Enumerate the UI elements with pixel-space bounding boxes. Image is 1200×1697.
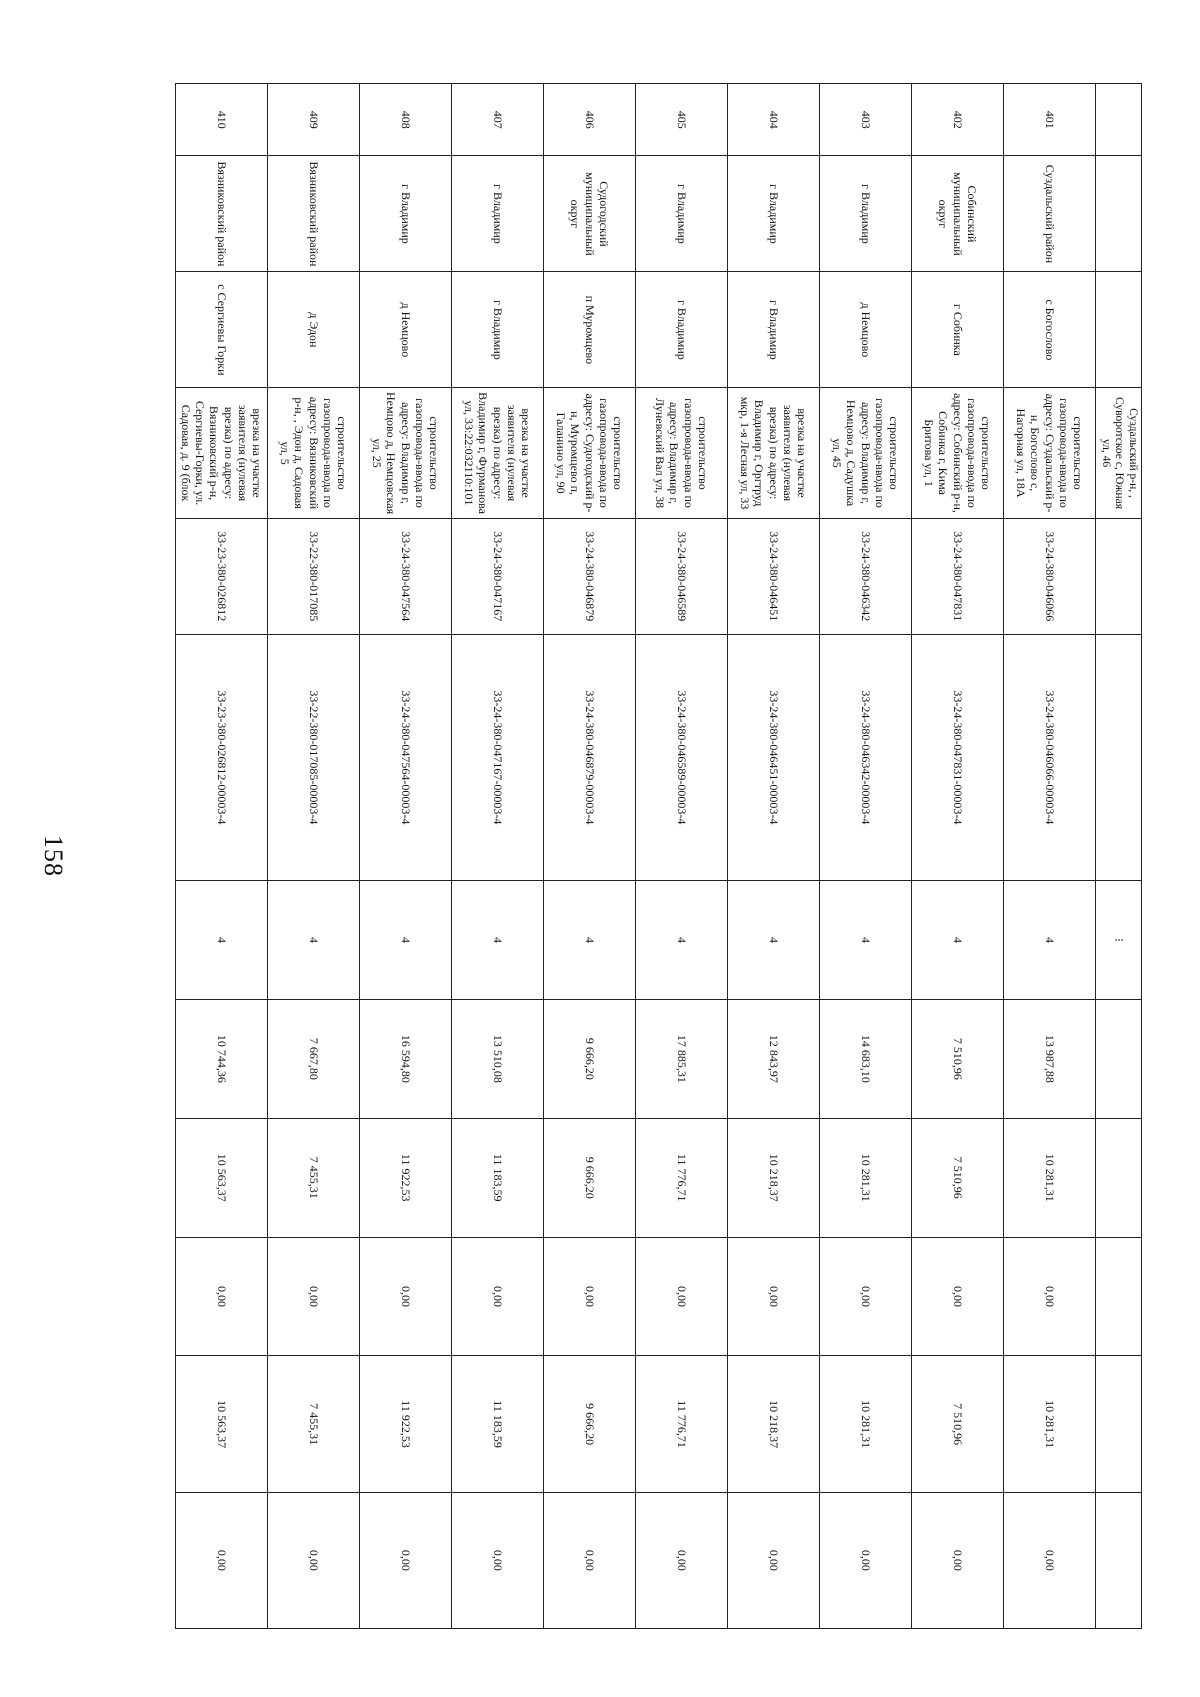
application-number-cell: 33-22-380-017085-00003-4 xyxy=(268,634,360,880)
header-cell xyxy=(1096,84,1142,156)
cost-extra-cell: 0,00 xyxy=(176,1237,268,1356)
cost-a-cell: 0,00 xyxy=(728,1492,820,1628)
cost-a-cell: 0,00 xyxy=(452,1492,544,1628)
table-row xyxy=(820,84,912,1629)
cost-a-cell: 0,00 xyxy=(636,1492,728,1628)
cost-final-cell: 11 183,59 xyxy=(452,1356,544,1492)
header-cell xyxy=(1096,518,1142,634)
cost-approved-cell: 9 666,20 xyxy=(544,1118,636,1237)
category-cell: 4 xyxy=(636,881,728,1000)
cadastral-code-cell: 33-23-380-026812 xyxy=(176,518,268,634)
cost-approved-cell: 11 776,71 xyxy=(636,1118,728,1237)
registry-table xyxy=(175,83,1142,1629)
header-cell xyxy=(1096,1237,1142,1356)
district-cell: г Владимир xyxy=(360,156,452,272)
registry-table-rotated xyxy=(176,83,1142,1629)
description-cell: строительство газопровода-ввода по адресу: Вязниковский р-н, , Эдон д, Садовая ул, 5 xyxy=(268,388,360,518)
cost-final-cell: 10 281,31 xyxy=(1004,1356,1096,1492)
application-number-cell: 33-24-380-047167-00003-4 xyxy=(452,634,544,880)
page-number: 158 xyxy=(39,835,68,877)
row-number-cell: 407 xyxy=(452,84,544,156)
header-cell xyxy=(1096,1492,1142,1628)
header-cell xyxy=(1096,272,1142,388)
cost-approved-cell: 10 218,37 xyxy=(728,1118,820,1237)
category-cell: 4 xyxy=(360,881,452,1000)
cost-extra-cell: 0,00 xyxy=(820,1237,912,1356)
locality-cell: д Немцово xyxy=(360,272,452,388)
category-cell: 4 xyxy=(912,881,1004,1000)
header-cell xyxy=(1096,1118,1142,1237)
locality-cell: с Богослово xyxy=(1004,272,1096,388)
cost-final-cell: 7 510,96 xyxy=(912,1356,1004,1492)
cost-extra-cell: 0,00 xyxy=(728,1237,820,1356)
cost-extra-cell: 0,00 xyxy=(636,1237,728,1356)
category-cell: 4 xyxy=(452,881,544,1000)
cost-approved-cell: 11 183,59 xyxy=(452,1118,544,1237)
table-row xyxy=(636,84,728,1629)
district-cell: Суздальский район xyxy=(1004,156,1096,272)
locality-cell: г Владимир xyxy=(636,272,728,388)
cost-total-cell: 7 667,80 xyxy=(268,999,360,1118)
locality-cell: с Сергиевы Горки xyxy=(176,272,268,388)
locality-cell: г Собинка xyxy=(912,272,1004,388)
application-number-cell: 33-24-380-047831-00003-4 xyxy=(912,634,1004,880)
cadastral-code-cell: 33-24-380-047831 xyxy=(912,518,1004,634)
category-cell: 4 xyxy=(1004,881,1096,1000)
header-cell xyxy=(1096,1356,1142,1492)
cadastral-code-cell: 33-24-380-046879 xyxy=(544,518,636,634)
district-cell: г Владимир xyxy=(636,156,728,272)
cadastral-code-cell: 33-24-380-047564 xyxy=(360,518,452,634)
application-number-cell: 33-24-380-046589-00003-4 xyxy=(636,634,728,880)
application-number-cell: 33-23-380-026812-00003-4 xyxy=(176,634,268,880)
locality-cell: г Владимир xyxy=(452,272,544,388)
row-number-cell: 406 xyxy=(544,84,636,156)
table-row xyxy=(912,84,1004,1629)
cadastral-code-cell: 33-24-380-046342 xyxy=(820,518,912,634)
district-cell: г Владимир xyxy=(820,156,912,272)
application-number-cell: 33-24-380-047564-00003-4 xyxy=(360,634,452,880)
row-number-cell: 405 xyxy=(636,84,728,156)
cost-total-cell: 10 744,36 xyxy=(176,999,268,1118)
category-cell: 4 xyxy=(544,881,636,1000)
cost-total-cell: 16 594,80 xyxy=(360,999,452,1118)
table-row xyxy=(268,84,360,1629)
cost-total-cell: 13 987,88 xyxy=(1004,999,1096,1118)
cost-final-cell: 10 218,37 xyxy=(728,1356,820,1492)
application-number-cell: 33-24-380-046066-00003-4 xyxy=(1004,634,1096,880)
table-row xyxy=(360,84,452,1629)
cost-extra-cell: 0,00 xyxy=(268,1237,360,1356)
cost-approved-cell: 11 922,53 xyxy=(360,1118,452,1237)
cost-a-cell: 0,00 xyxy=(176,1492,268,1628)
cost-a-cell: 0,00 xyxy=(820,1492,912,1628)
cost-a-cell: 0,00 xyxy=(544,1492,636,1628)
table-row xyxy=(544,84,636,1629)
cost-approved-cell: 10 563,37 xyxy=(176,1118,268,1237)
locality-cell: д Немцово xyxy=(820,272,912,388)
description-cell: врезка на участке заявителя (нулевая врезка) по адресу: Владимир г, Оргтруд мкр, 1-я Лесная ул, 33 xyxy=(728,388,820,518)
header-category-cell: ⁝ xyxy=(1096,881,1142,1000)
description-cell: строительство газопровода-ввода по адресу: Владимир г, Луневский Вал ул, 38 xyxy=(636,388,728,518)
cost-extra-cell: 0,00 xyxy=(1004,1237,1096,1356)
cost-total-cell: 9 666,20 xyxy=(544,999,636,1118)
district-cell: Вязниковский район xyxy=(176,156,268,272)
row-number-cell: 402 xyxy=(912,84,1004,156)
cost-extra-cell: 0,00 xyxy=(452,1237,544,1356)
row-number-cell: 401 xyxy=(1004,84,1096,156)
category-cell: 4 xyxy=(820,881,912,1000)
header-cell xyxy=(1096,999,1142,1118)
cost-final-cell: 7 455,31 xyxy=(268,1356,360,1492)
description-cell: строительство газопровода-ввода по адресу: Судогодский р-н, Муромцево п, Галанино ул, 90 xyxy=(544,388,636,518)
cost-a-cell: 0,00 xyxy=(912,1492,1004,1628)
cost-total-cell: 7 510,96 xyxy=(912,999,1004,1118)
cadastral-code-cell: 33-24-380-047167 xyxy=(452,518,544,634)
cadastral-code-cell: 33-24-380-046451 xyxy=(728,518,820,634)
cost-extra-cell: 0,00 xyxy=(544,1237,636,1356)
cadastral-code-cell: 33-22-380-017085 xyxy=(268,518,360,634)
cost-approved-cell: 10 281,31 xyxy=(1004,1118,1096,1237)
cost-approved-cell: 7 510,96 xyxy=(912,1118,1004,1237)
row-number-cell: 403 xyxy=(820,84,912,156)
locality-cell: п Муромцево xyxy=(544,272,636,388)
description-cell: строительство газопровода-ввода по адресу: Собинский р-н, Собинка г, Кима Бритова ул, 1 xyxy=(912,388,1004,518)
header-description-cell: Суздальский р-н, , Суворотское с, Южная ул, 46 xyxy=(1096,388,1142,518)
locality-cell: д Эдон xyxy=(268,272,360,388)
cost-total-cell: 14 683,10 xyxy=(820,999,912,1118)
row-number-cell: 409 xyxy=(268,84,360,156)
header-cell xyxy=(1096,634,1142,880)
district-cell: г Владимир xyxy=(728,156,820,272)
cost-extra-cell: 0,00 xyxy=(912,1237,1004,1356)
district-cell: г Владимир xyxy=(452,156,544,272)
cost-total-cell: 13 510,08 xyxy=(452,999,544,1118)
description-cell: строительство газопровода-ввода по адресу: Владимир г, Немцово д, Садушка ул, 45 xyxy=(820,388,912,518)
district-cell: Вязниковский район xyxy=(268,156,360,272)
cost-total-cell: 12 843,97 xyxy=(728,999,820,1118)
table-row xyxy=(176,84,268,1629)
application-number-cell: 33-24-380-046342-00003-4 xyxy=(820,634,912,880)
category-cell: 4 xyxy=(176,881,268,1000)
cadastral-code-cell: 33-24-380-046066 xyxy=(1004,518,1096,634)
cost-total-cell: 17 885,31 xyxy=(636,999,728,1118)
cost-a-cell: 0,00 xyxy=(1004,1492,1096,1628)
application-number-cell: 33-24-380-046879-00003-4 xyxy=(544,634,636,880)
description-cell: строительство газопровода-ввода по адресу: Владимир г, Немцово д, Немцовская ул, 25 xyxy=(360,388,452,518)
row-number-cell: 408 xyxy=(360,84,452,156)
cadastral-code-cell: 33-24-380-046589 xyxy=(636,518,728,634)
application-number-cell: 33-24-380-046451-00003-4 xyxy=(728,634,820,880)
header-cell xyxy=(1096,156,1142,272)
district-cell: Собинский муниципальный округ xyxy=(912,156,1004,272)
table-row xyxy=(1004,84,1096,1629)
cost-extra-cell: 0,00 xyxy=(360,1237,452,1356)
description-cell: врезка на участке заявителя (нулевая врезка) по адресу: Вязниковский р-н, Сергиевы-Горки, ул. Садовая, д. 9 (блок xyxy=(176,388,268,518)
cost-approved-cell: 10 281,31 xyxy=(820,1118,912,1237)
cost-final-cell: 10 281,31 xyxy=(820,1356,912,1492)
category-cell: 4 xyxy=(728,881,820,1000)
description-cell: врезка на участке заявителя (нулевая врезка) по адресу: Владимир г, Фурманова ул, 33:22:032110:101 xyxy=(452,388,544,518)
cost-approved-cell: 7 455,31 xyxy=(268,1118,360,1237)
description-cell: строительство газопровода-ввода по адресу: Суздальский р-н, Богослово с, Нагорная ул, 18А xyxy=(1004,388,1096,518)
table-header-row xyxy=(1096,84,1142,1629)
cost-a-cell: 0,00 xyxy=(268,1492,360,1628)
category-cell: 4 xyxy=(268,881,360,1000)
cost-final-cell: 11 776,71 xyxy=(636,1356,728,1492)
cost-final-cell: 9 666,20 xyxy=(544,1356,636,1492)
cost-final-cell: 11 922,53 xyxy=(360,1356,452,1492)
row-number-cell: 404 xyxy=(728,84,820,156)
table-row xyxy=(452,84,544,1629)
cost-final-cell: 10 563,37 xyxy=(176,1356,268,1492)
row-number-cell: 410 xyxy=(176,84,268,156)
district-cell: Судогодский муниципальный округ xyxy=(544,156,636,272)
table-row xyxy=(728,84,820,1629)
locality-cell: г Владимир xyxy=(728,272,820,388)
cost-a-cell: 0,00 xyxy=(360,1492,452,1628)
